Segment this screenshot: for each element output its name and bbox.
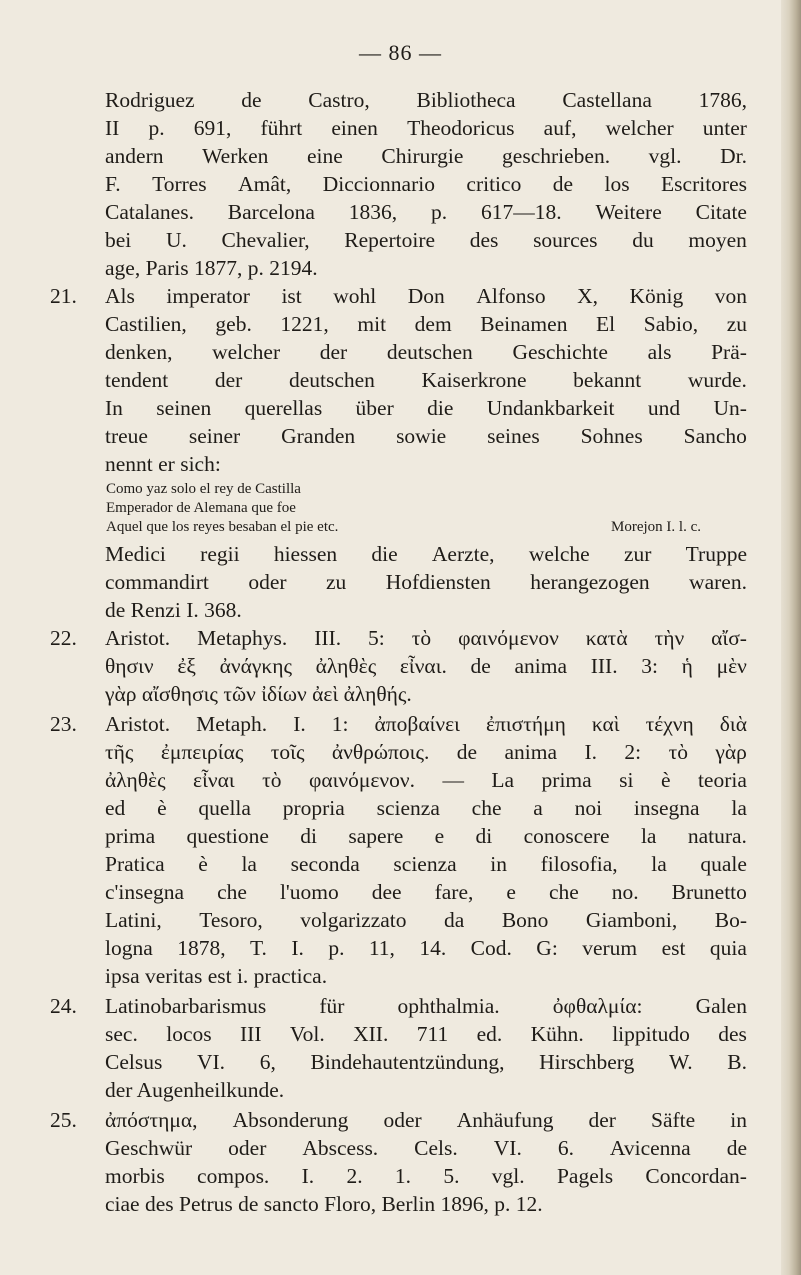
- text-line: τῆς ἐμπειρίας τοῖς ἀνθρώποις. de anima I. 2: τὸ γὰρ: [105, 740, 747, 764]
- text-line: II p. 691, führt einen Theodoricus auf, welcher unter: [105, 116, 747, 140]
- text-line: der Augenheilkunde.: [105, 1078, 285, 1102]
- note-number: 23.: [50, 712, 77, 736]
- text-line: age, Paris 1877, p. 2194.: [105, 256, 318, 280]
- text-line: Latinobarbarismus für ophthalmia. ὀφθαλμία: Galen: [105, 994, 747, 1018]
- quote-line: Como yaz solo el rey de Castilla: [106, 481, 301, 497]
- text-line: c'insegna che l'uomo dee fare, e che no. Brunetto: [105, 880, 747, 904]
- text-line: Aristot. Metaphys. III. 5: τὸ φαινόμενον κατὰ τὴν αἴσ-: [105, 626, 747, 650]
- text-line: Medici regii hiessen die Aerzte, welche zur Truppe: [105, 542, 747, 566]
- quote-line: Aquel que los reyes besaban el pie etc.: [106, 519, 339, 535]
- spanish-quote: [106, 480, 701, 537]
- text-line: morbis compos. I. 2. 1. 5. vgl. Pagels Concordan-: [105, 1164, 747, 1188]
- text-line: commandirt oder zu Hofdiensten herangezogen waren.: [105, 570, 747, 594]
- text-line: ἀπόστημα, Absonderung oder Anhäufung der Säfte in: [105, 1108, 747, 1132]
- text-line: Als imperator ist wohl Don Alfonso X, König von: [105, 284, 747, 308]
- text-line: F. Torres Amât, Diccionnario critico de los Escritores: [105, 172, 747, 196]
- text-line: ipsa veritas est i. practica.: [105, 964, 328, 988]
- note-number: 22.: [50, 626, 77, 650]
- text-line: ciae des Petrus de sancto Floro, Berlin 1896, p. 12.: [105, 1192, 543, 1216]
- text-line: sec. locos III Vol. XII. 711 ed. Kühn. lippitudo des: [105, 1022, 747, 1046]
- text-line: tendent der deutschen Kaiserkrone bekannt wurde.: [105, 368, 747, 392]
- text-line: Aristot. Metaph. I. 1: ἀποβαίνει ἐπιστήμη καὶ τέχνη διὰ: [105, 712, 747, 736]
- text-line: ἀληθὲς εἶναι τὸ φαινόμενον. — La prima si è teoria: [105, 768, 747, 792]
- text-line: nennt er sich:: [105, 452, 221, 476]
- page-number: — 86 —: [359, 40, 442, 65]
- text-line: andern Werken eine Chirurgie geschrieben. vgl. Dr.: [105, 144, 747, 168]
- quote-source: Morejon I. l. c.: [611, 519, 701, 535]
- page-edge: [781, 0, 801, 1275]
- text-line: θησιν ἐξ ἀνάγκης ἀληθὲς εἶναι. de anima III. 3: ἡ μὲν: [105, 654, 747, 678]
- text-line: treue seiner Granden sowie seines Sohnes Sancho: [105, 424, 747, 448]
- text-line: denken, welcher der deutschen Geschichte als Prä-: [105, 340, 747, 364]
- text-line: γὰρ αἴσθησις τῶν ἰδίων ἀεὶ ἀληθής.: [105, 682, 412, 706]
- text-line: Castilien, geb. 1221, mit dem Beinamen El Sabio, zu: [105, 312, 747, 336]
- text-line: ed è quella propria scienza che a noi insegna la: [105, 796, 747, 820]
- text-line: bei U. Chevalier, Repertoire des sources du moyen: [105, 228, 747, 252]
- text-line: prima questione di sapere e di conoscere la natura.: [105, 824, 747, 848]
- text-line: Rodriguez de Castro, Bibliotheca Castellana 1786,: [105, 88, 747, 112]
- note-number: 25.: [50, 1108, 77, 1132]
- quote-line: Emperador de Alemana que foe: [106, 500, 296, 516]
- text-line: Latini, Tesoro, volgarizzato da Bono Giamboni, Bo-: [105, 908, 747, 932]
- text-line: Catalanes. Barcelona 1836, p. 617—18. Weitere Citate: [105, 200, 747, 224]
- text-line: Pratica è la seconda scienza in filosofia, la quale: [105, 852, 747, 876]
- text-line: de Renzi I. 368.: [105, 598, 242, 622]
- text-line: logna 1878, T. I. p. 11, 14. Cod. G: verum est quia: [105, 936, 747, 960]
- text-line: In seinen querellas über die Undankbarkeit und Un-: [105, 396, 747, 420]
- note-number: 24.: [50, 994, 77, 1018]
- text-line: Celsus VI. 6, Bindehautentzündung, Hirschberg W. B.: [105, 1050, 747, 1074]
- text-line: Geschwür oder Abscess. Cels. VI. 6. Avicenna de: [105, 1136, 747, 1160]
- note-number: 21.: [50, 284, 77, 308]
